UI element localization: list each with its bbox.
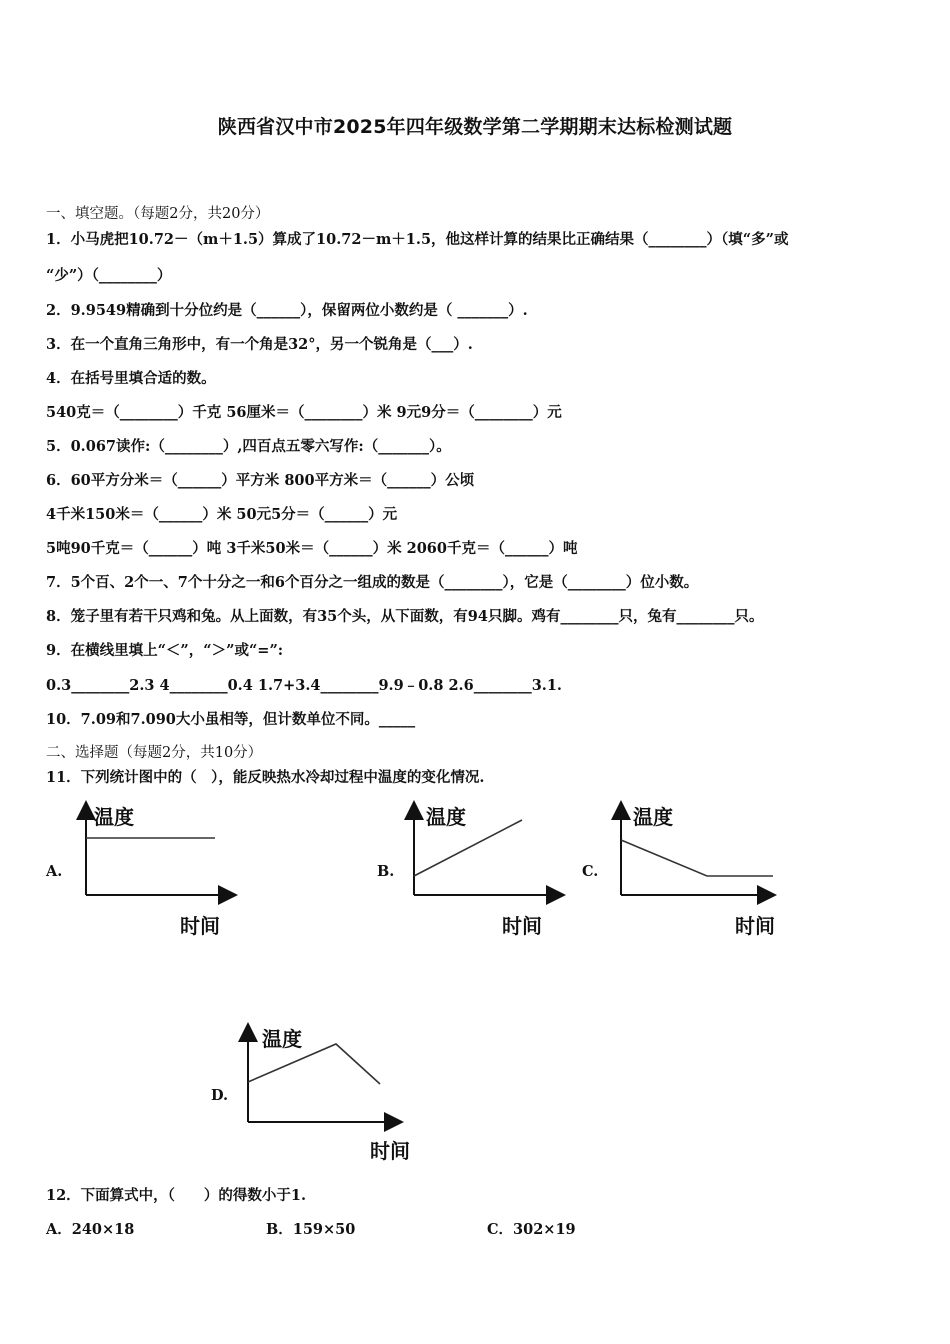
q12-option-b: B．159×50 bbox=[266, 1221, 356, 1238]
option-a-label: A. bbox=[46, 863, 63, 880]
question-7: 7．5个百、2个一、7个十分之一和6个百分之一组成的数是（________），它是（________）位小数。 bbox=[46, 574, 699, 591]
option-c-label: C. bbox=[582, 863, 599, 880]
x-axis-label: 时间 bbox=[735, 914, 775, 938]
question-2: 2．9.9549精确到十分位约是（______），保留两位小数约是（ _______）. bbox=[46, 302, 528, 319]
question-1: 1．小马虎把10.72－（m＋1.5）算成了10.72－m＋1.5，他这样计算的结果比正确结果（________）（填“多”或 bbox=[46, 231, 789, 248]
temperature-line bbox=[621, 840, 773, 876]
question-3: 3．在一个直角三角形中，有一个角是32°，另一个锐角是（___）. bbox=[46, 336, 473, 353]
question-9: 9．在横线里填上“＜”，“＞”或“=”: bbox=[46, 642, 284, 659]
y-axis-label: 温度 bbox=[262, 1027, 302, 1051]
question-12: 12．下面算式中，（ ）的得数小于1. bbox=[46, 1187, 307, 1204]
option-d-label: D. bbox=[211, 1087, 229, 1104]
question-8: 8．笼子里有若干只鸡和兔。从上面数，有35个头，从下面数，有94只脚。鸡有________只，兔有________只。 bbox=[46, 608, 764, 625]
x-axis-label: 时间 bbox=[180, 914, 220, 938]
question-6: 6．60平方分米＝（______）平方米 800平方米＝（______）公顷 bbox=[46, 472, 475, 489]
question-6-items-c: 5吨90千克＝（______）吨 3千米50米＝（______）米 2060千克＝（______）吨 bbox=[46, 540, 578, 557]
question-6-items-b: 4千米150米＝（______）米 50元5分＝（______）元 bbox=[46, 506, 398, 523]
question-9-items: 0.3________2.3 4________0.4 1.7+3.4________9.9﹣0.8 2.6________3.1. bbox=[46, 677, 562, 694]
x-axis-label: 时间 bbox=[502, 914, 542, 938]
question-4-items: 540克＝（________）千克 56厘米＝（________）米 9元9分＝（________）元 bbox=[46, 404, 562, 421]
q12-option-c: C．302×19 bbox=[487, 1221, 576, 1238]
y-axis-label: 温度 bbox=[633, 805, 673, 829]
y-axis-label: 温度 bbox=[94, 805, 134, 829]
chart-option-d bbox=[232, 1022, 412, 1166]
question-4: 4．在括号里填合适的数。 bbox=[46, 370, 216, 387]
question-5: 5．0.067读作:（________）,四百点五零六写作:（_______）。 bbox=[46, 438, 451, 455]
q12-option-a: A．240×18 bbox=[46, 1221, 135, 1238]
page-title: 陕西省汉中市2025年四年级数学第二学期期末达标检测试题 bbox=[217, 116, 733, 138]
y-axis-label: 温度 bbox=[426, 805, 466, 829]
question-10: 10．7.09和7.090大小虽相等，但计数单位不同。_____ bbox=[46, 711, 416, 728]
x-axis-label: 时间 bbox=[370, 1139, 410, 1163]
chart-option-c bbox=[605, 800, 785, 944]
section-heading-choice: 二、选择题（每题2分，共10分） bbox=[46, 745, 263, 761]
chart-option-b bbox=[398, 800, 578, 944]
question-11: 11．下列统计图中的（ ），能反映热水冷却过程中温度的变化情况. bbox=[46, 769, 485, 786]
chart-option-a bbox=[70, 800, 250, 944]
section-heading-fill: 一、填空题。（每题2分，共20分） bbox=[46, 206, 270, 222]
question-1-cont: “少”）（________） bbox=[46, 267, 172, 284]
option-b-label: B. bbox=[377, 863, 395, 880]
